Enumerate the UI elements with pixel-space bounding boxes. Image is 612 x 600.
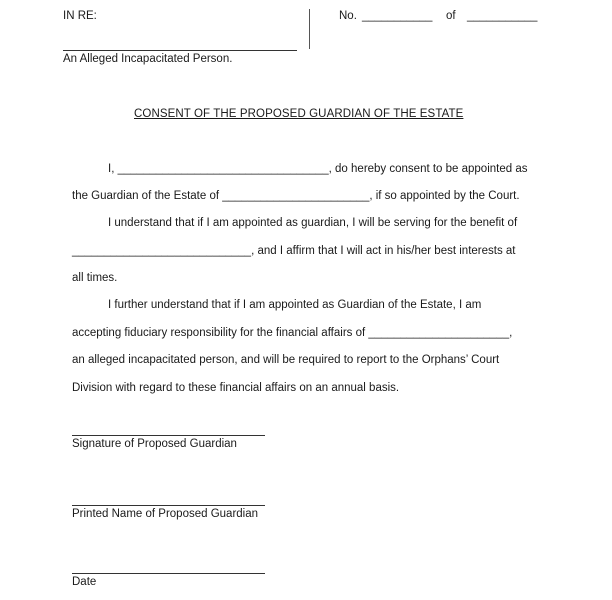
paragraph-1-line-2: the Guardian of the Estate of _______________________, if so appointed by the Court. (72, 190, 520, 202)
signature-line[interactable] (72, 435, 265, 436)
caption-divider (309, 9, 310, 49)
printed-name-line[interactable] (72, 505, 265, 506)
paragraph-3-line-2: accepting fiduciary responsibility for the financial affairs of ______________________, (72, 327, 513, 339)
paragraph-2-line-3: all times. (72, 272, 118, 284)
in-re-label: IN RE: (63, 10, 97, 22)
date-line[interactable] (72, 573, 265, 574)
paragraph-3-line-4: Division with regard to these financial affairs on an annual basis. (72, 382, 400, 394)
party-name-blank[interactable] (63, 50, 297, 51)
printed-name-label: Printed Name of Proposed Guardian (72, 508, 259, 520)
case-number-label: No. (339, 10, 357, 22)
signature-label: Signature of Proposed Guardian (72, 438, 237, 450)
document-title: CONSENT OF THE PROPOSED GUARDIAN OF THE ESTATE (134, 108, 464, 120)
date-label: Date (72, 576, 97, 588)
paragraph-2-line-2: ____________________________, and I affirm that I will act in his/her best interests at (72, 245, 516, 257)
paragraph-3-line-1: I further understand that if I am appointed as Guardian of the Estate, I am (108, 299, 482, 311)
case-of-label: of (446, 10, 456, 22)
case-number-blank[interactable]: ___________ (362, 10, 433, 22)
party-description: An Alleged Incapacitated Person. (63, 53, 233, 65)
case-year-blank[interactable]: ___________ (467, 10, 538, 22)
paragraph-3-line-3: an alleged incapacitated person, and will be required to report to the Orphans’ Court (72, 354, 500, 366)
paragraph-2-line-1: I understand that if I am appointed as guardian, I will be serving for the benefit of (108, 217, 518, 229)
paragraph-1-line-1: I, _________________________________, do hereby consent to be appointed as (108, 163, 528, 175)
